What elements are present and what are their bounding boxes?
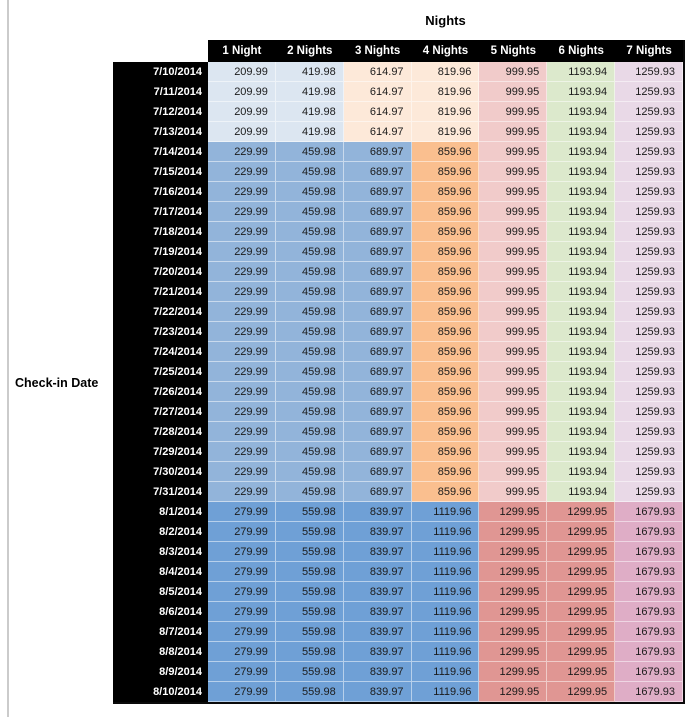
price-cell: 1119.96 [412,622,480,642]
price-cell: 1299.95 [479,582,547,602]
checkin-date-cell: 7/22/2014 [113,302,208,322]
price-cell: 279.99 [208,542,276,562]
price-cell: 689.97 [344,222,412,242]
price-cell: 1259.93 [615,442,683,462]
price-cell: 839.97 [344,502,412,522]
price-cell: 839.97 [344,582,412,602]
price-cell: 1299.95 [547,542,615,562]
checkin-date-cell: 8/5/2014 [113,582,208,602]
price-cell: 559.98 [276,602,344,622]
price-cell: 689.97 [344,202,412,222]
price-cell: 839.97 [344,522,412,542]
checkin-date-cell: 8/2/2014 [113,522,208,542]
price-cell: 1299.95 [547,682,615,702]
pane-divider-line [7,0,9,717]
price-cell: 1299.95 [547,602,615,622]
price-cell: 1679.93 [615,522,683,542]
price-cell: 1679.93 [615,662,683,682]
price-cell: 459.98 [276,482,344,502]
checkin-date-cell: 7/25/2014 [113,362,208,382]
checkin-date-cell: 7/21/2014 [113,282,208,302]
price-cell: 1259.93 [615,142,683,162]
price-cell: 279.99 [208,602,276,622]
checkin-date-cell: 7/28/2014 [113,422,208,442]
price-cell: 999.95 [479,362,547,382]
price-cell: 689.97 [344,442,412,462]
checkin-date-cell: 7/30/2014 [113,462,208,482]
checkin-date-cell: 8/1/2014 [113,502,208,522]
price-cell: 229.99 [208,362,276,382]
price-cell: 559.98 [276,622,344,642]
checkin-date-axis-title: Check-in Date [15,376,99,390]
price-cell: 859.96 [412,182,480,202]
price-cell: 999.95 [479,402,547,422]
price-cell: 1193.94 [547,342,615,362]
price-cell: 559.98 [276,562,344,582]
price-cell: 614.97 [344,102,412,122]
price-cell: 1119.96 [412,562,480,582]
price-cell: 1119.96 [412,582,480,602]
price-cell: 1193.94 [547,322,615,342]
price-cell: 859.96 [412,142,480,162]
price-cell: 229.99 [208,482,276,502]
corner-cell [113,40,208,62]
price-cell: 999.95 [479,162,547,182]
price-cell: 1299.95 [479,502,547,522]
price-cell: 1193.94 [547,382,615,402]
price-cell: 279.99 [208,582,276,602]
price-cell: 1679.93 [615,562,683,582]
checkin-date-cell: 8/8/2014 [113,642,208,662]
price-cell: 1299.95 [547,562,615,582]
price-cell: 1119.96 [412,662,480,682]
price-cell: 859.96 [412,202,480,222]
price-cell: 999.95 [479,262,547,282]
price-cell: 459.98 [276,222,344,242]
price-cell: 859.96 [412,482,480,502]
price-cell: 819.96 [412,122,480,142]
price-cell: 614.97 [344,62,412,82]
price-cell: 1259.93 [615,302,683,322]
price-cell: 1259.93 [615,102,683,122]
price-cell: 1119.96 [412,522,480,542]
checkin-date-cell: 7/13/2014 [113,122,208,142]
price-cell: 1299.95 [479,602,547,622]
price-cell: 1299.95 [547,662,615,682]
price-cell: 999.95 [479,302,547,322]
checkin-date-cell: 8/10/2014 [113,682,208,702]
price-cell: 229.99 [208,202,276,222]
price-cell: 559.98 [276,582,344,602]
price-cell: 229.99 [208,402,276,422]
nights-column-header: 6 Nights [547,40,615,62]
price-cell: 1193.94 [547,202,615,222]
price-cell: 1299.95 [547,582,615,602]
price-cell: 1679.93 [615,602,683,622]
price-cell: 999.95 [479,182,547,202]
price-cell: 459.98 [276,162,344,182]
price-cell: 1193.94 [547,142,615,162]
price-cell: 1259.93 [615,382,683,402]
checkin-date-cell: 7/20/2014 [113,262,208,282]
price-cell: 459.98 [276,342,344,362]
price-cell: 559.98 [276,662,344,682]
price-cell: 1259.93 [615,162,683,182]
price-cell: 689.97 [344,282,412,302]
price-cell: 559.98 [276,502,344,522]
price-cell: 279.99 [208,622,276,642]
price-cell: 1193.94 [547,242,615,262]
price-cell: 999.95 [479,342,547,362]
checkin-date-cell: 7/31/2014 [113,482,208,502]
price-cell: 229.99 [208,462,276,482]
price-cell: 459.98 [276,382,344,402]
price-cell: 1679.93 [615,642,683,662]
price-cell: 459.98 [276,302,344,322]
price-cell: 859.96 [412,362,480,382]
price-cell: 279.99 [208,682,276,702]
price-cell: 1193.94 [547,182,615,202]
price-cell: 859.96 [412,402,480,422]
price-cell: 459.98 [276,362,344,382]
checkin-date-cell: 7/16/2014 [113,182,208,202]
price-cell: 999.95 [479,122,547,142]
price-cell: 1299.95 [479,682,547,702]
checkin-date-cell: 8/3/2014 [113,542,208,562]
price-cell: 279.99 [208,522,276,542]
price-cell: 1259.93 [615,82,683,102]
checkin-date-cell: 7/17/2014 [113,202,208,222]
price-cell: 999.95 [479,202,547,222]
checkin-date-cell: 8/4/2014 [113,562,208,582]
price-cell: 1259.93 [615,122,683,142]
price-cell: 1259.93 [615,402,683,422]
price-cell: 859.96 [412,442,480,462]
price-cell: 859.96 [412,242,480,262]
price-cell: 839.97 [344,542,412,562]
price-cell: 229.99 [208,302,276,322]
price-cell: 459.98 [276,282,344,302]
checkin-date-cell: 8/6/2014 [113,602,208,622]
price-cell: 419.98 [276,62,344,82]
price-cell: 999.95 [479,282,547,302]
price-cell: 229.99 [208,242,276,262]
price-cell: 209.99 [208,102,276,122]
price-cell: 559.98 [276,682,344,702]
price-cell: 1193.94 [547,222,615,242]
price-cell: 1259.93 [615,242,683,262]
checkin-date-cell: 7/10/2014 [113,62,208,82]
price-cell: 689.97 [344,322,412,342]
price-cell: 689.97 [344,142,412,162]
price-cell: 459.98 [276,242,344,262]
price-cell: 229.99 [208,442,276,462]
price-cell: 689.97 [344,462,412,482]
price-cell: 1119.96 [412,602,480,622]
checkin-date-cell: 8/9/2014 [113,662,208,682]
price-cell: 839.97 [344,602,412,622]
price-cell: 1299.95 [547,622,615,642]
checkin-date-cell: 7/11/2014 [113,82,208,102]
price-cell: 839.97 [344,622,412,642]
price-cell: 459.98 [276,322,344,342]
price-cell: 1259.93 [615,62,683,82]
price-cell: 999.95 [479,322,547,342]
price-cell: 459.98 [276,202,344,222]
price-cell: 459.98 [276,422,344,442]
price-cell: 839.97 [344,662,412,682]
price-cell: 689.97 [344,302,412,322]
price-cell: 819.96 [412,82,480,102]
price-cell: 999.95 [479,142,547,162]
price-cell: 1193.94 [547,282,615,302]
price-cell: 859.96 [412,322,480,342]
price-cell: 1299.95 [479,542,547,562]
price-cell: 229.99 [208,422,276,442]
price-cell: 689.97 [344,422,412,442]
nights-column-header: 4 Nights [412,40,480,62]
price-cell: 1679.93 [615,502,683,522]
price-cell: 459.98 [276,262,344,282]
price-cell: 839.97 [344,682,412,702]
price-cell: 1259.93 [615,262,683,282]
price-cell: 559.98 [276,642,344,662]
price-cell: 689.97 [344,162,412,182]
price-cell: 1193.94 [547,262,615,282]
price-cell: 689.97 [344,402,412,422]
price-cell: 1299.95 [547,642,615,662]
nights-axis-title: Nights [425,13,466,28]
checkin-date-cell: 7/29/2014 [113,442,208,462]
price-cell: 459.98 [276,402,344,422]
nights-column-header: 3 Nights [344,40,412,62]
price-cell: 229.99 [208,322,276,342]
price-cell: 999.95 [479,102,547,122]
price-cell: 859.96 [412,382,480,402]
price-cell: 1259.93 [615,182,683,202]
price-cell: 1193.94 [547,62,615,82]
nights-column-header: 7 Nights [615,40,683,62]
price-cell: 1193.94 [547,122,615,142]
price-cell: 1119.96 [412,502,480,522]
price-cell: 614.97 [344,82,412,102]
checkin-date-cell: 7/18/2014 [113,222,208,242]
price-cell: 1193.94 [547,482,615,502]
price-cell: 1193.94 [547,162,615,182]
checkin-date-cell: 7/15/2014 [113,162,208,182]
checkin-date-cell: 7/14/2014 [113,142,208,162]
price-cell: 689.97 [344,482,412,502]
price-cell: 459.98 [276,142,344,162]
price-table [113,40,685,704]
price-cell: 999.95 [479,222,547,242]
checkin-date-cell: 7/19/2014 [113,242,208,262]
price-cell: 859.96 [412,302,480,322]
price-cell: 1259.93 [615,482,683,502]
price-cell: 459.98 [276,182,344,202]
price-cell: 859.96 [412,262,480,282]
price-cell: 689.97 [344,182,412,202]
price-cell: 1299.95 [479,642,547,662]
price-cell: 419.98 [276,122,344,142]
nights-column-header: 5 Nights [479,40,547,62]
price-cell: 1299.95 [479,622,547,642]
price-cell: 689.97 [344,242,412,262]
checkin-date-cell: 7/24/2014 [113,342,208,362]
price-cell: 859.96 [412,422,480,442]
price-cell: 559.98 [276,522,344,542]
price-cell: 1259.93 [615,342,683,362]
price-cell: 819.96 [412,102,480,122]
price-cell: 1259.93 [615,362,683,382]
price-cell: 689.97 [344,262,412,282]
price-cell: 1193.94 [547,422,615,442]
price-cell: 1119.96 [412,642,480,662]
price-cell: 1259.93 [615,202,683,222]
price-cell: 1193.94 [547,82,615,102]
price-cell: 1299.95 [479,522,547,542]
price-cell: 689.97 [344,342,412,362]
price-cell: 1193.94 [547,302,615,322]
price-cell: 279.99 [208,502,276,522]
price-cell: 1679.93 [615,682,683,702]
price-cell: 1193.94 [547,362,615,382]
price-cell: 279.99 [208,662,276,682]
price-cell: 1259.93 [615,282,683,302]
price-cell: 614.97 [344,122,412,142]
price-cell: 1299.95 [547,522,615,542]
price-cell: 209.99 [208,122,276,142]
nights-column-header: 2 Nights [276,40,344,62]
price-cell: 1679.93 [615,622,683,642]
price-cell: 229.99 [208,222,276,242]
checkin-date-cell: 7/23/2014 [113,322,208,342]
price-cell: 1119.96 [412,542,480,562]
price-cell: 229.99 [208,162,276,182]
checkin-date-cell: 7/26/2014 [113,382,208,402]
price-cell: 279.99 [208,642,276,662]
price-cell: 229.99 [208,182,276,202]
price-cell: 1299.95 [479,562,547,582]
nights-column-header: 1 Night [208,40,276,62]
price-cell: 209.99 [208,62,276,82]
price-cell: 859.96 [412,222,480,242]
price-cell: 229.99 [208,282,276,302]
price-cell: 459.98 [276,442,344,462]
price-cell: 839.97 [344,642,412,662]
price-cell: 999.95 [479,82,547,102]
price-cell: 229.99 [208,382,276,402]
price-cell: 689.97 [344,362,412,382]
price-cell: 999.95 [479,422,547,442]
price-cell: 819.96 [412,62,480,82]
price-cell: 999.95 [479,382,547,402]
price-cell: 859.96 [412,282,480,302]
price-cell: 1259.93 [615,322,683,342]
price-cell: 999.95 [479,462,547,482]
checkin-date-cell: 7/27/2014 [113,402,208,422]
price-cell: 1679.93 [615,542,683,562]
price-cell: 419.98 [276,102,344,122]
price-cell: 1193.94 [547,402,615,422]
price-cell: 559.98 [276,542,344,562]
price-cell: 1679.93 [615,582,683,602]
price-cell: 209.99 [208,82,276,102]
price-cell: 839.97 [344,562,412,582]
price-cell: 999.95 [479,62,547,82]
price-cell: 859.96 [412,462,480,482]
price-cell: 419.98 [276,82,344,102]
price-cell: 229.99 [208,142,276,162]
price-cell: 459.98 [276,462,344,482]
price-cell: 689.97 [344,382,412,402]
price-cell: 999.95 [479,242,547,262]
price-cell: 1193.94 [547,442,615,462]
price-cell: 229.99 [208,342,276,362]
price-cell: 999.95 [479,482,547,502]
price-cell: 859.96 [412,342,480,362]
price-cell: 999.95 [479,442,547,462]
price-cell: 279.99 [208,562,276,582]
price-cell: 1119.96 [412,682,480,702]
checkin-date-cell: 7/12/2014 [113,102,208,122]
checkin-date-cell: 8/7/2014 [113,622,208,642]
price-cell: 859.96 [412,162,480,182]
price-cell: 1259.93 [615,422,683,442]
price-cell: 1259.93 [615,462,683,482]
price-cell: 1299.95 [479,662,547,682]
price-cell: 1299.95 [547,502,615,522]
price-cell: 1193.94 [547,462,615,482]
price-cell: 1259.93 [615,222,683,242]
price-cell: 1193.94 [547,102,615,122]
price-cell: 229.99 [208,262,276,282]
